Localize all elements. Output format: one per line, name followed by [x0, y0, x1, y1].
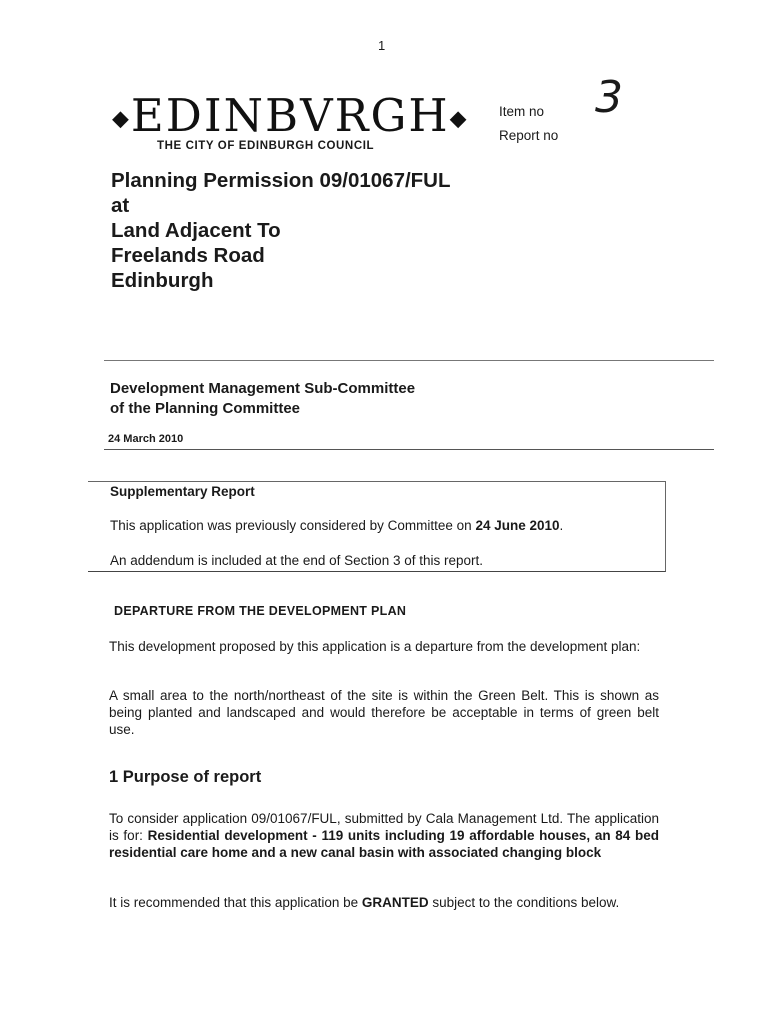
council-name: THE CITY OF EDINBURGH COUNCIL	[157, 140, 375, 152]
logo-right-dot: ◆	[449, 106, 469, 132]
divider	[104, 449, 714, 450]
logo-left-dot: ◆	[112, 106, 131, 132]
purpose-para2	[109, 894, 659, 911]
supplementary-line2: An addendum is included at the end of Section 3 of this report.	[110, 553, 483, 568]
departure-heading: DEPARTURE FROM THE DEVELOPMENT PLAN	[114, 604, 407, 618]
document-title	[111, 168, 451, 293]
title-line: Planning Permission 09/01067/FUL	[111, 169, 451, 192]
committee-name	[110, 379, 415, 419]
committee-date: 24 June 2010	[475, 518, 560, 533]
purpose-heading: 1 Purpose of report	[109, 768, 262, 786]
divider	[104, 360, 714, 361]
departure-para1: This development proposed by this application is a departure from the development plan:	[109, 639, 641, 654]
purpose-para1	[109, 810, 659, 861]
departure-para2: A small area to the north/northeast of the site is within the Green Belt. This is shown as being planted and landscaped and would therefore be acceptable in terms of green belt use.	[109, 688, 659, 737]
page-number: 1	[378, 38, 386, 53]
committee-line: Development Management Sub-Committee	[110, 380, 416, 397]
title-line: Land Adjacent To	[111, 219, 281, 242]
logo-text: EDINBVRGH	[130, 89, 450, 142]
title-line: Freelands Road	[111, 244, 265, 267]
report-date: 24 March 2010	[108, 433, 184, 445]
supplementary-line1	[110, 518, 563, 533]
purpose-para1-text: To consider application 09/01067/FUL, submitted by Cala Management Ltd. The application is for:	[109, 811, 659, 843]
purpose-para2-text: It is recommended that this application be	[109, 895, 362, 910]
supplementary-line1-text: This application was previously considered by Committee on	[110, 518, 476, 533]
purpose-para2-end: subject to the conditions below.	[428, 895, 620, 910]
committee-line: of the Planning Committee	[110, 400, 301, 417]
supplementary-title: Supplementary Report	[110, 484, 255, 499]
title-line: Edinburgh	[111, 269, 214, 292]
supplementary-line1-end: .	[559, 518, 564, 533]
report-no-label: Report no	[499, 128, 559, 143]
title-line: at	[111, 194, 130, 217]
item-number-handwritten: 3	[595, 72, 623, 123]
application-description: Residential development - 119 units including 19 affordable houses, an 84 bed residential care home and a new canal basin with associated changing block	[109, 828, 659, 860]
council-logo	[112, 89, 469, 144]
recommendation: GRANTED	[361, 895, 429, 910]
item-no-label: Item no	[499, 104, 545, 119]
